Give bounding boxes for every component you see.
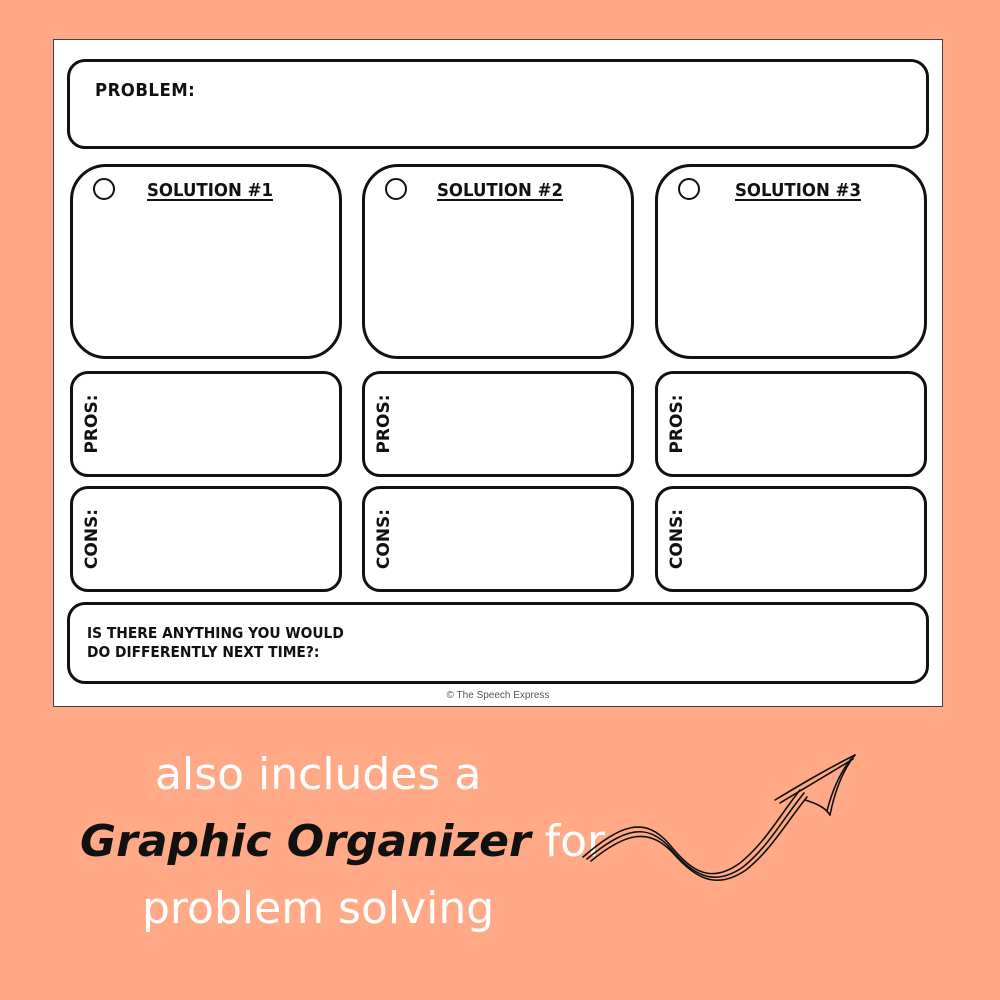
- solution-2-title: SOLUTION #2: [437, 180, 563, 201]
- cons-label: CONS:: [374, 508, 394, 570]
- solution-2-cons-box: [362, 486, 634, 592]
- reflection-question: [87, 624, 344, 662]
- reflection-question-line-1: IS THERE ANYTHING YOU WOULD: [87, 624, 344, 642]
- caption-emphasis: Graphic Organizer: [80, 816, 531, 867]
- solution-3-checkbox-circle: [678, 178, 700, 200]
- pros-label: PROS:: [667, 394, 687, 454]
- solution-3-pros-box: [655, 371, 927, 477]
- worksheet: [53, 39, 943, 707]
- solution-1-pros-box: [70, 371, 342, 477]
- solution-2-pros-box: [362, 371, 634, 477]
- reflection-question-line-2: DO DIFFERENTLY NEXT TIME?:: [87, 643, 320, 661]
- reflection-box: [67, 602, 929, 684]
- caption-line-2: [80, 815, 605, 869]
- solution-3-box: [655, 164, 927, 359]
- problem-box: [67, 59, 929, 149]
- cons-label: CONS:: [82, 508, 102, 570]
- caption-line-1: also includes a: [155, 749, 482, 800]
- copyright-notice: © The Speech Express: [446, 690, 550, 701]
- solution-1-box: [70, 164, 342, 359]
- caption-line-3: problem solving: [142, 883, 495, 934]
- pros-label: PROS:: [82, 394, 102, 454]
- solution-1-title: SOLUTION #1: [147, 180, 273, 201]
- solution-3-cons-box: [655, 486, 927, 592]
- pros-label: PROS:: [374, 394, 394, 454]
- solution-1-checkbox-circle: [93, 178, 115, 200]
- hand-drawn-arrow-icon: [575, 745, 865, 895]
- solution-3-title: SOLUTION #3: [735, 180, 861, 201]
- solution-1-cons-box: [70, 486, 342, 592]
- problem-label: PROBLEM:: [95, 80, 196, 101]
- solution-2-checkbox-circle: [385, 178, 407, 200]
- caption-line-2-tail: for: [530, 816, 606, 867]
- solution-2-box: [362, 164, 634, 359]
- cons-label: CONS:: [667, 508, 687, 570]
